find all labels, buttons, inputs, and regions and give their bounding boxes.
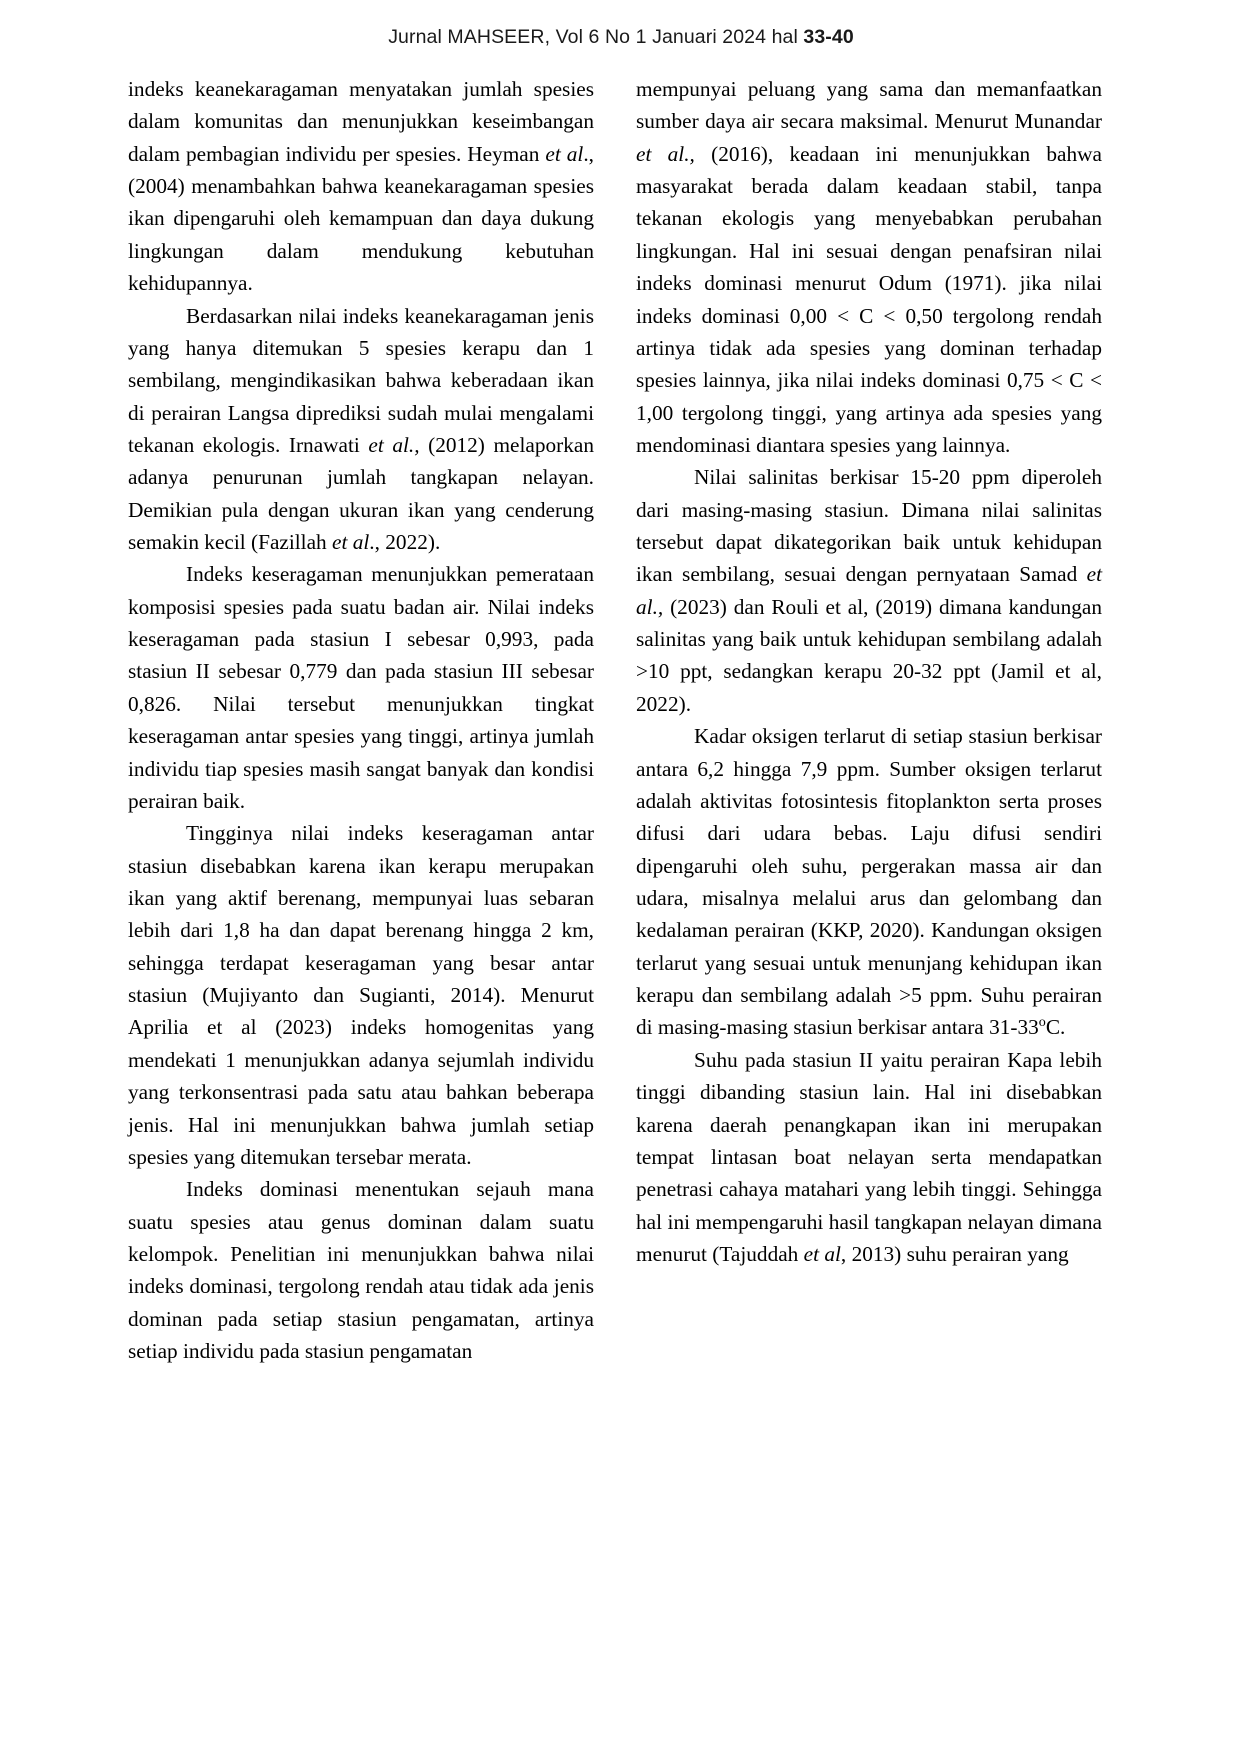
running-header xyxy=(128,26,1114,49)
right-column xyxy=(636,73,1102,1270)
paragraph: Indeks dominasi menentukan sejauh mana suatu spesies atau genus dominan dalam suatu kelompok. Penelitian ini menunjukkan bahwa nilai indeks dominasi, tergolong rendah atau tidak ada jenis dominan pada setiap stasiun pengamatan, artinya setiap individu pada stasiun pengamatan xyxy=(128,1177,594,1364)
two-column-body xyxy=(128,73,1114,1367)
paragraph: Tingginya nilai indeks keseragaman antar stasiun disebabkan karena ikan kerapu merupakan ikan yang aktif berenang, mempunyai luas sebaran lebih dari 1,8 ha dan dapat berenang hingga 2 km, sehingga terdapat keseragaman yang besar antar stasiun (Mujiyanto dan Sugianti, 2014). Menurut Aprilia et al (2023) indeks homogenitas yang mendekati 1 menunjukkan adanya sejumlah individu yang terkonsentrasi pada satu atau bahkan beberapa jenis. Hal ini menunjukkan bahwa jumlah setiap spesies yang ditemukan tersebar merata. xyxy=(128,821,594,1169)
paragraph: Nilai salinitas berkisar 15-20 ppm diperoleh dari masing-masing stasiun. Dimana nilai salinitas tersebut dapat dikategorikan baik untuk kehidupan ikan sembilang, sesuai dengan pernyataan Samad et al., (2023) dan Rouli et al, (2019) dimana kandungan salinitas yang baik untuk kehidupan sembilang adalah >10 ppt, sedangkan kerapu 20-32 ppt (Jamil et al, 2022). xyxy=(636,465,1102,716)
paragraph: mempunyai peluang yang sama dan memanfaatkan sumber daya air secara maksimal. Menurut Munandar et al., (2016), keadaan ini menunjukkan bahwa masyarakat berada dalam keadaan stabil, tanpa tekanan ekologis yang menyebabkan perubahan lingkungan. Hal ini sesuai dengan penafsiran nilai indeks dominasi menurut Odum (1971). jika nilai indeks dominasi 0,00 < C < 0,50 tergolong rendah artinya tidak ada spesies yang dominan terhadap spesies lainnya, jika nilai indeks dominasi 0,75 < C < 1,00 tergolong tinggi, yang artinya ada spesies yang mendominasi diantara spesies yang lainnya. xyxy=(636,77,1102,457)
paragraph: Suhu pada stasiun II yaitu perairan Kapa lebih tinggi dibanding stasiun lain. Hal ini disebabkan karena daerah penangkapan ikan ini merupakan tempat lintasan boat nelayan serta mendapatkan penetrasi cahaya matahari yang lebih tinggi. Sehingga hal ini mempengaruhi hasil tangkapan nelayan dimana menurut (Tajuddah et al, 2013) suhu perairan yang xyxy=(636,1047,1102,1266)
paragraph: Kadar oksigen terlarut di setiap stasiun berkisar antara 6,2 hingga 7,9 ppm. Sumber oksigen terlarut adalah aktivitas fotosintesis fitoplankton serta proses difusi dari udara bebas. Laju difusi sendiri dipengaruhi oleh suhu, pergerakan massa air dan udara, misalnya melalui arus dan gelombang dan kedalaman perairan (KKP, 2020). Kandungan oksigen terlarut yang sesuai untuk menunjang kehidupan ikan kerapu dan sembilang adalah >5 ppm. Suhu perairan di masing-masing stasiun berkisar antara 31-33$^o$C. xyxy=(636,724,1102,1040)
left-column xyxy=(128,73,594,1367)
running-header-pages: 33-40 xyxy=(803,26,854,48)
paragraph: Indeks keseragaman menunjukkan pemerataan komposisi spesies pada suatu badan air. Nilai indeks keseragaman pada stasiun I sebesar 0,993, pada stasiun II sebesar 0,779 dan pada stasiun III sebesar 0,826. Nilai tersebut menunjukkan tingkat keseragaman antar spesies yang tinggi, artinya jumlah individu tiap spesies masih sangat banyak dan kondisi perairan baik. xyxy=(128,562,594,813)
paragraph: indeks keanekaragaman menyatakan jumlah spesies dalam komunitas dan menunjukkan keseimbangan dalam pembagian individu per spesies. Heyman et al., (2004) menambahkan bahwa keanekaragaman spesies ikan dipengaruhi oleh kemampuan dan daya dukung lingkungan dalam mendukung kebutuhan kehidupannya. xyxy=(128,77,594,296)
paragraph: Berdasarkan nilai indeks keanekaragaman jenis yang hanya ditemukan 5 spesies kerapu dan 1 sembilang, mengindikasikan bahwa keberadaan ikan di perairan Langsa diprediksi sudah mulai mengalami tekanan ekologis. Irnawati et al., (2012) melaporkan adanya penurunan jumlah tangkapan nelayan. Demikian pula dengan ukuran ikan yang cenderung semakin kecil (Fazillah et al., 2022). xyxy=(128,303,594,555)
running-header-journal: Jurnal MAHSEER, Vol 6 No 1 Januari 2024 hal xyxy=(388,26,804,48)
